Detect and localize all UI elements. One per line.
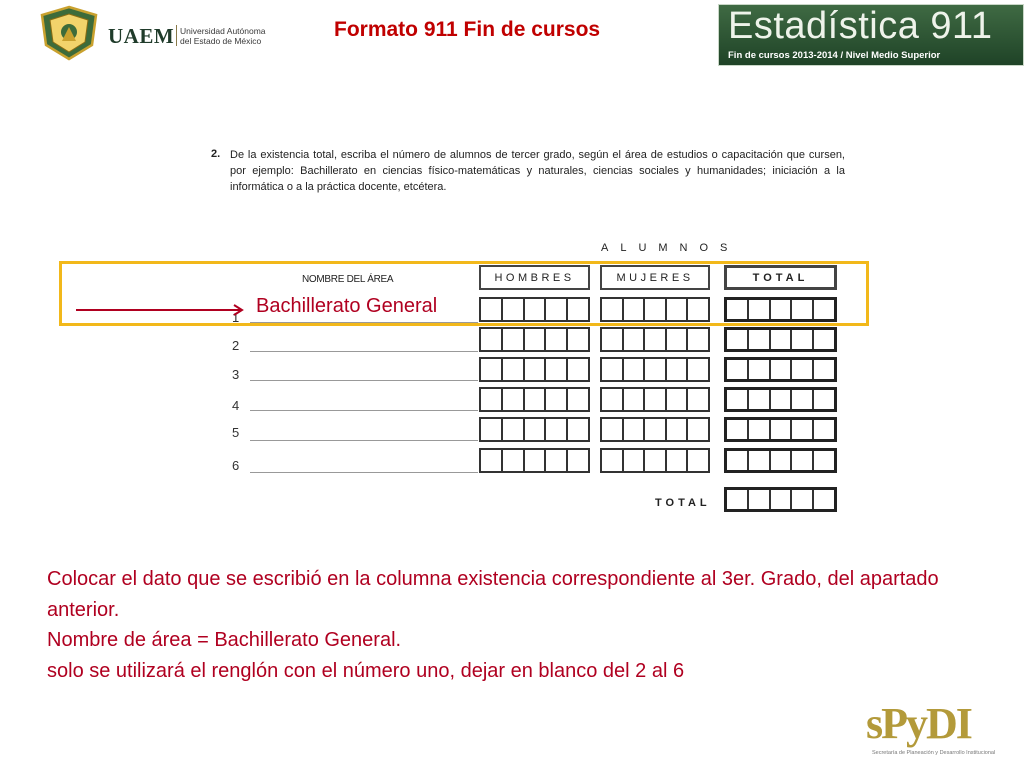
- cell-group-total-row-5[interactable]: [724, 417, 837, 442]
- row-number-5: 5: [232, 425, 240, 440]
- row-line-2: [250, 351, 478, 352]
- arrow-right-icon: [76, 301, 246, 317]
- cell-group-hombres-row-6[interactable]: [479, 448, 590, 473]
- row-number-2: 2: [232, 338, 240, 353]
- row-number-4: 4: [232, 398, 240, 413]
- cell-group-total-row-3[interactable]: [724, 357, 837, 382]
- row-line-3: [250, 380, 478, 381]
- column-header-total: TOTAL: [724, 265, 837, 290]
- cell-group-hombres-row-3[interactable]: [479, 357, 590, 382]
- grand-total-label: TOTAL: [655, 497, 711, 509]
- cell-group-mujeres-row-5[interactable]: [600, 417, 710, 442]
- instruction-line-1: Colocar el dato que se escribió en la columna existencia correspondiente al 3er. Grado, del apartado anterior.: [47, 568, 939, 621]
- uaem-acronym: UAEM: [108, 24, 175, 48]
- instructions-text: [47, 564, 997, 686]
- instruction-line-3: solo se utilizará el renglón con el número uno, dejar en blanco del 2 al 6: [47, 659, 685, 682]
- instruction-line-2: Nombre de área = Bachillerato General.: [47, 629, 402, 651]
- question-text: De la existencia total, escriba el número de alumnos de tercer grado, según el área de estudios o capacitación que cursen, por ejemplo: Bachillerato en ciencias físico-matemáticas y naturales, ciencias sociales y humanidades; iniciación a la informática o a la práctica docente, etcétera.: [230, 149, 845, 193]
- row-line-5: [250, 440, 478, 441]
- row-line-4: [250, 410, 478, 411]
- logo-divider: [176, 25, 177, 46]
- cell-group-hombres-row-2[interactable]: [479, 327, 590, 352]
- cell-group-mujeres-row-6[interactable]: [600, 448, 710, 473]
- cell-group-total-row-4[interactable]: [724, 387, 837, 412]
- slide-title: Formato 911 Fin de cursos: [334, 18, 601, 41]
- university-name: [180, 26, 266, 46]
- row-number-6: 6: [232, 458, 240, 473]
- area-value-bachillerato-general: Bachillerato General: [256, 295, 438, 317]
- cell-group-mujeres-row-2[interactable]: [600, 327, 710, 352]
- cell-group-mujeres-row-3[interactable]: [600, 357, 710, 382]
- cell-group-total-row-2[interactable]: [724, 327, 837, 352]
- row-number-3: 3: [232, 367, 240, 382]
- university-name-line1: Universidad Autónoma: [180, 26, 266, 36]
- banner-subtitle: Fin de cursos 2013-2014 / Nivel Medio Superior: [728, 50, 941, 61]
- column-header-hombres: HOMBRES: [479, 265, 590, 290]
- spydi-logo: [866, 698, 1024, 768]
- area-column-label: NOMBRE DEL ÁREA: [302, 274, 394, 285]
- cell-group-mujeres-row-4[interactable]: [600, 387, 710, 412]
- spydi-logo-subtitle: Secretaría de Planeación y Desarrollo Institucional: [872, 750, 996, 756]
- cell-group-grand-total[interactable]: [724, 487, 837, 512]
- cell-group-hombres-row-4[interactable]: [479, 387, 590, 412]
- alumnos-label: ALUMNOS: [601, 242, 740, 254]
- banner-title: Estadística 911: [728, 5, 993, 47]
- estadistica-banner: [718, 4, 1024, 66]
- cell-group-total-row-6[interactable]: [724, 448, 837, 473]
- uaem-seal-icon: [38, 5, 100, 61]
- column-header-mujeres: MUJERES: [600, 265, 710, 290]
- row-line-6: [250, 472, 478, 473]
- spydi-logo-text: sPyDI: [866, 699, 971, 748]
- row-number-1: 1: [232, 310, 240, 325]
- question-number: 2.: [211, 148, 221, 160]
- cell-group-hombres-row-5[interactable]: [479, 417, 590, 442]
- university-name-line2: del Estado de México: [180, 36, 262, 46]
